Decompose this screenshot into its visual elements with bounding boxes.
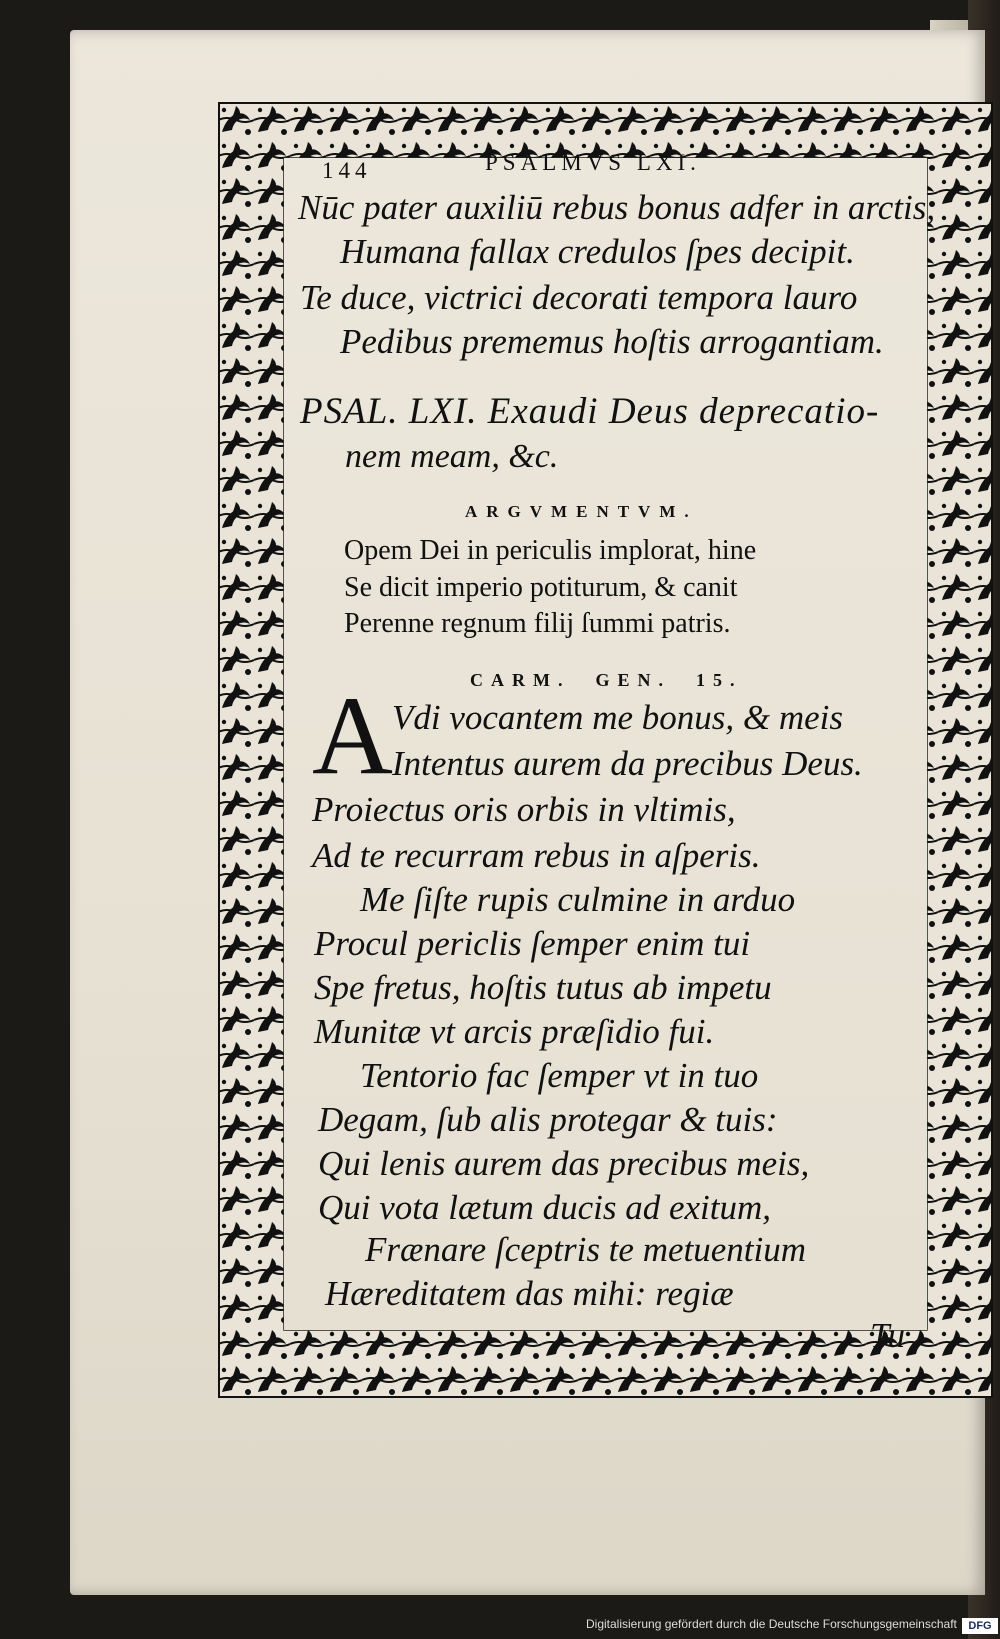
catchword: Tu <box>870 1316 906 1355</box>
poem-line: Degam, ſub alis protegar & tuis: <box>318 1100 778 1139</box>
meter-label: CARM. GEN. 15. <box>470 670 743 690</box>
poem-line: Intentus aurem da precibus Deus. <box>392 744 863 783</box>
verse-line: Pedibus prememus hoſtis arrogantiam. <box>340 322 884 361</box>
drop-cap: A <box>312 674 393 798</box>
poem-line: Procul periclis ſemper enim tui <box>314 924 751 963</box>
psalm-heading-cont: nem meam, &c. <box>345 438 559 475</box>
dfg-logo: DFG <box>962 1618 998 1634</box>
argument-line: Se dicit imperio potiturum, & canit <box>344 572 738 603</box>
verse-line: Nūc pater auxiliū rebus bonus adfer in arctis, <box>298 188 936 227</box>
argument-line: Opem Dei in periculis implorat, hine <box>344 535 757 566</box>
poem-line: Hæreditatem das mihi: regiæ <box>325 1274 734 1313</box>
poem-line: Spe fretus, hoſtis tutus ab impetu <box>314 968 772 1007</box>
poem-line: Frænare ſceptris te metuentium <box>365 1230 806 1269</box>
poem-line: Qui lenis aurem das precibus meis, <box>318 1144 810 1183</box>
poem-line: Me ſiſte rupis culmine in arduo <box>360 880 796 919</box>
poem-line: Tentorio fac ſemper vt in tuo <box>360 1056 759 1095</box>
poem-line: Qui vota lætum ducis ad exitum, <box>318 1188 772 1227</box>
running-title: PSALMVS LXI. <box>485 150 701 175</box>
psalm-heading: PSAL. LXI. Exaudi Deus deprecatio- <box>300 391 880 432</box>
argument-title: ARGVMENTVM. <box>465 502 698 521</box>
poem-line: Ad te recurram rebus in aſperis. <box>312 836 761 875</box>
poem-line: Proiectus oris orbis in vltimis, <box>312 790 736 829</box>
argument-line: Perenne regnum filij ſummi patris. <box>344 608 731 639</box>
poem-line: Munitæ vt arcis præſidio fui. <box>314 1012 715 1051</box>
page-number: 144 <box>322 158 372 183</box>
verse-line: Te duce, victrici decorati tempora lauro <box>300 278 858 317</box>
verse-line: Humana fallax credulos ſpes decipit. <box>340 232 855 271</box>
digitization-credit: Digitalisierung gefördert durch die Deutsche Forschungsgemeinschaft <box>586 1617 957 1631</box>
poem-line: Vdi vocantem me bonus, & meis <box>392 698 844 737</box>
